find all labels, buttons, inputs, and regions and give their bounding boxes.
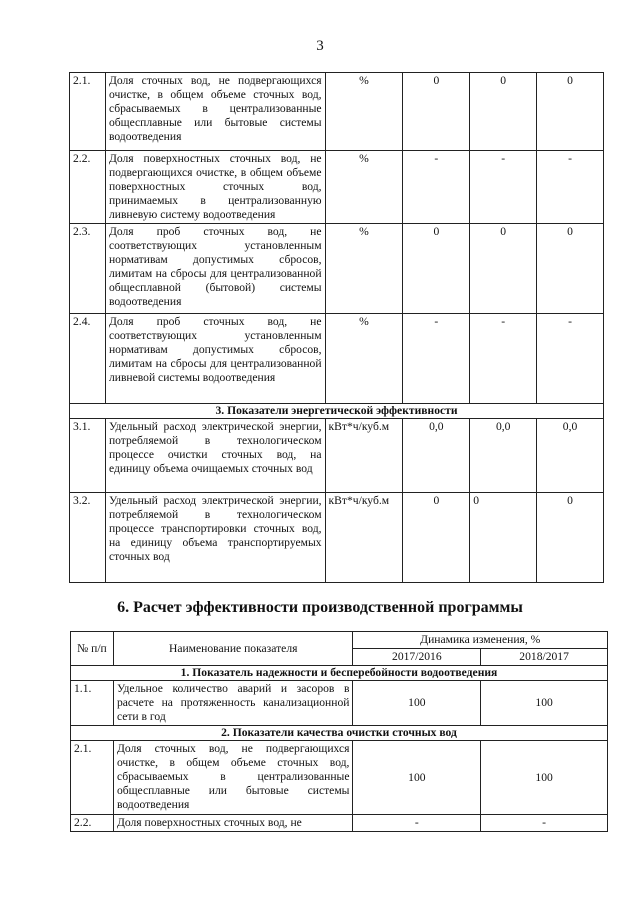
table-row [71, 741, 608, 815]
value-cell: 0,0 [470, 419, 537, 493]
indicator-name: Доля сточных вод, не подвергающихся очистке, в общем объеме сточных вод, сбрасываемых в централизованные общесплавные или бытовые системы водоотведения [113, 741, 353, 815]
table-row [70, 493, 604, 583]
value-cell: 0 [537, 493, 604, 583]
row-number: 3.2. [70, 493, 106, 583]
page-number: 3 [316, 38, 324, 54]
unit-cell: % [325, 73, 403, 151]
value-cell: 100 [481, 681, 608, 726]
value-cell: 0 [403, 73, 470, 151]
section-heading: 6. Расчет эффективности производственной программы [117, 599, 523, 616]
row-number: 2.4. [70, 314, 106, 404]
table-row [71, 681, 608, 726]
value-cell: 0,0 [537, 419, 604, 493]
section-title: 3. Показатели энергетической эффективности [70, 404, 604, 419]
row-number: 2.1. [70, 73, 106, 151]
column-header-year: 2017/2016 [353, 649, 481, 666]
value-cell: 0 [403, 224, 470, 314]
value-cell: - [353, 815, 481, 832]
row-number: 2.3. [70, 224, 106, 314]
value-cell: 100 [353, 741, 481, 815]
indicator-name: Доля проб сточных вод, не соответствующих установленным нормативам допустимых сбросов, лимитам на сбросы для централизованной общесплавной (бытовой) системы водоотведения [105, 224, 325, 314]
section-title: 2. Показатели качества очистки сточных вод [71, 726, 608, 741]
indicator-name: Доля поверхностных сточных вод, не подвергающихся очистке, в общем объеме поверхностных сточных вод, принимаемых в централизованную ливневую систему водоотведения [105, 151, 325, 224]
column-header-number: № п/п [71, 632, 114, 666]
column-header-name: Наименование показателя [113, 632, 353, 666]
value-cell: 100 [481, 741, 608, 815]
value-cell: - [403, 314, 470, 404]
value-cell: - [537, 151, 604, 224]
table-row [70, 151, 604, 224]
header-row [71, 632, 608, 649]
table-row [71, 815, 608, 832]
table-row [70, 419, 604, 493]
row-number: 1.1. [71, 681, 114, 726]
indicators-table [69, 72, 604, 583]
indicator-name: Удельное количество аварий и засоров в расчете на протяженность канализационной сети в год [113, 681, 353, 726]
section-row [70, 404, 604, 419]
table-row [70, 314, 604, 404]
value-cell: 100 [353, 681, 481, 726]
indicator-name: Доля проб сточных вод, не соответствующих установленным нормативам допустимых сбросов, лимитам на сбросы для централизованной ливневой системы водоотведения [105, 314, 325, 404]
row-number: 3.1. [70, 419, 106, 493]
unit-cell: % [325, 151, 403, 224]
section-row [71, 666, 608, 681]
indicator-name: Удельный расход электрической энергии, потребляемой в технологическом процессе очистки сточных вод, на единицу объема очищаемых сточных вод [105, 419, 325, 493]
row-number: 2.2. [70, 151, 106, 224]
indicator-name: Доля поверхностных сточных вод, не [113, 815, 353, 832]
value-cell: 0,0 [403, 419, 470, 493]
value-cell: 0 [470, 224, 537, 314]
value-cell: 0 [537, 73, 604, 151]
row-number: 2.2. [71, 815, 114, 832]
value-cell: - [481, 815, 608, 832]
unit-cell: % [325, 224, 403, 314]
value-cell: 0 [470, 73, 537, 151]
column-header-dynamics: Динамика изменения, % [353, 632, 608, 649]
value-cell: 0 [470, 493, 537, 583]
value-cell: - [537, 314, 604, 404]
value-cell: 0 [403, 493, 470, 583]
indicator-name: Доля сточных вод, не подвергающихся очистке, в общем объеме сточных вод, сбрасываемых в централизованные общесплавные или бытовые системы водоотведения [105, 73, 325, 151]
table-row [70, 224, 604, 314]
value-cell: - [470, 151, 537, 224]
section-title: 1. Показатель надежности и бесперебойности водоотведения [71, 666, 608, 681]
indicator-name: Удельный расход электрической энергии, потребляемой в технологическом процессе транспортировки сточных вод, на единицу объема транспортируемых сточных вод [105, 493, 325, 583]
unit-cell: % [325, 314, 403, 404]
row-number: 2.1. [71, 741, 114, 815]
table-row [70, 73, 604, 151]
section-row [71, 726, 608, 741]
value-cell: 0 [537, 224, 604, 314]
value-cell: - [403, 151, 470, 224]
unit-cell: кВт*ч/куб.м [325, 419, 403, 493]
column-header-year: 2018/2017 [481, 649, 608, 666]
value-cell: - [470, 314, 537, 404]
unit-cell: кВт*ч/куб.м [325, 493, 403, 583]
efficiency-table [70, 631, 608, 832]
